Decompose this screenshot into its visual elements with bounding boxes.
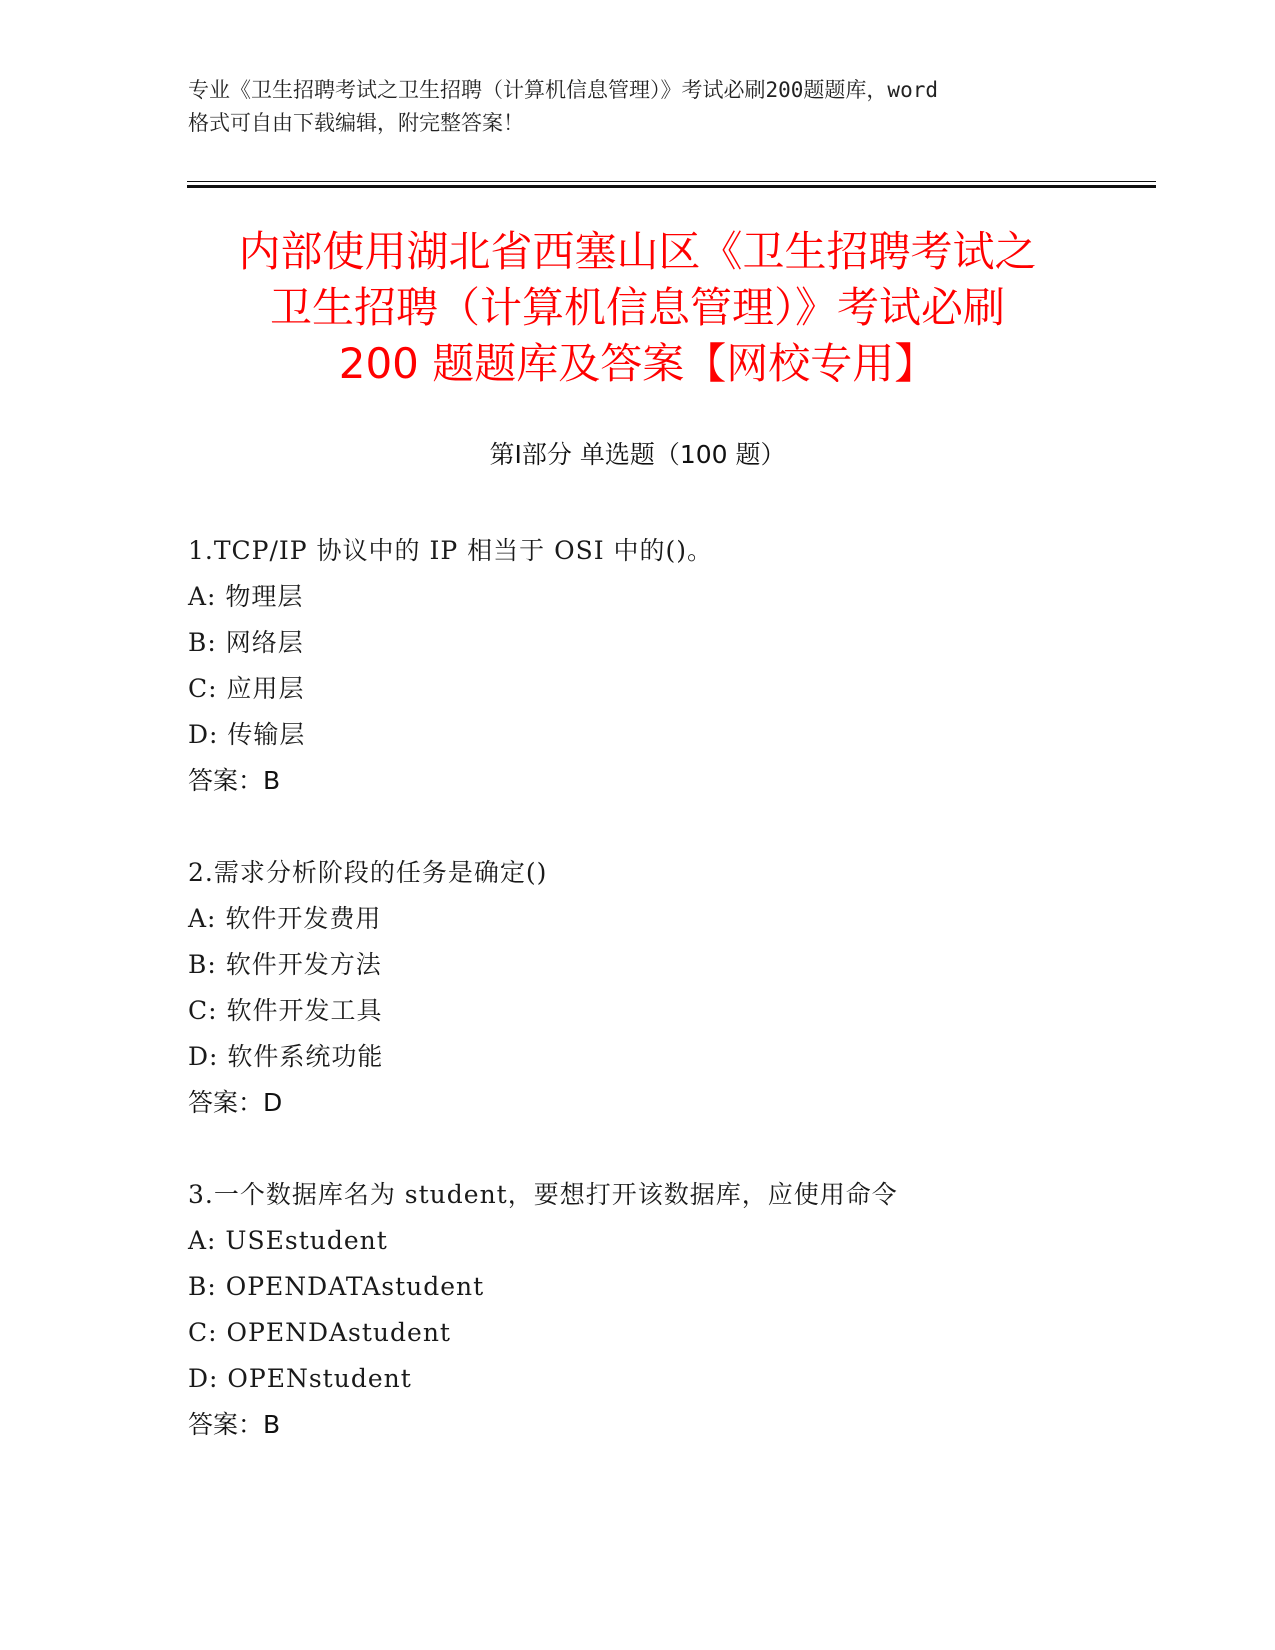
question-stem: 2.需求分析阶段的任务是确定() xyxy=(188,858,548,887)
question-2 xyxy=(188,850,1148,1126)
answer: 答案：B xyxy=(188,1410,281,1439)
option-c: C: 软件开发工具 xyxy=(188,996,383,1025)
header-note-line-2: 格式可自由下载编辑，附完整答案！ xyxy=(188,111,524,135)
option-a: A: 物理层 xyxy=(188,582,304,611)
option-c: C: OPENDAstudent xyxy=(188,1318,451,1347)
header-divider-thin xyxy=(187,181,1156,182)
option-d: D: OPENstudent xyxy=(188,1364,412,1393)
section-title: 第Ⅰ部分 单选题（100 题） xyxy=(489,440,786,469)
option-a: A: USEstudent xyxy=(188,1226,388,1255)
option-a: A: 软件开发费用 xyxy=(188,904,382,933)
question-3 xyxy=(188,1172,1148,1448)
question-1 xyxy=(188,528,1148,804)
header-divider-thick xyxy=(187,185,1156,188)
document-title xyxy=(160,224,1115,392)
header-note-line-1: 专业《卫生招聘考试之卫生招聘（计算机信息管理）》考试必刷200题题库，word xyxy=(188,78,938,102)
question-stem: 3.一个数据库名为 student，要想打开该数据库，应使用命令 xyxy=(188,1180,898,1209)
option-b: B: 软件开发方法 xyxy=(188,950,382,979)
option-d: D: 传输层 xyxy=(188,720,306,749)
option-b: B: OPENDATAstudent xyxy=(188,1272,485,1301)
document-title-line-2: 卫生招聘（计算机信息管理）》考试必刷 xyxy=(269,283,1005,332)
question-stem: 1.TCP/IP 协议中的 IP 相当于 OSI 中的()。 xyxy=(188,536,714,565)
option-d: D: 软件系统功能 xyxy=(188,1042,384,1071)
answer: 答案：D xyxy=(188,1088,283,1117)
document-title-line-1: 内部使用湖北省西塞山区《卫生招聘考试之 xyxy=(238,227,1037,276)
option-b: B: 网络层 xyxy=(188,628,304,657)
question-list xyxy=(188,528,1148,1448)
option-c: C: 应用层 xyxy=(188,674,305,703)
answer: 答案：B xyxy=(188,766,281,795)
header-note xyxy=(188,74,1118,140)
document-title-line-3: 200 题题库及答案【网校专用】 xyxy=(338,339,937,388)
